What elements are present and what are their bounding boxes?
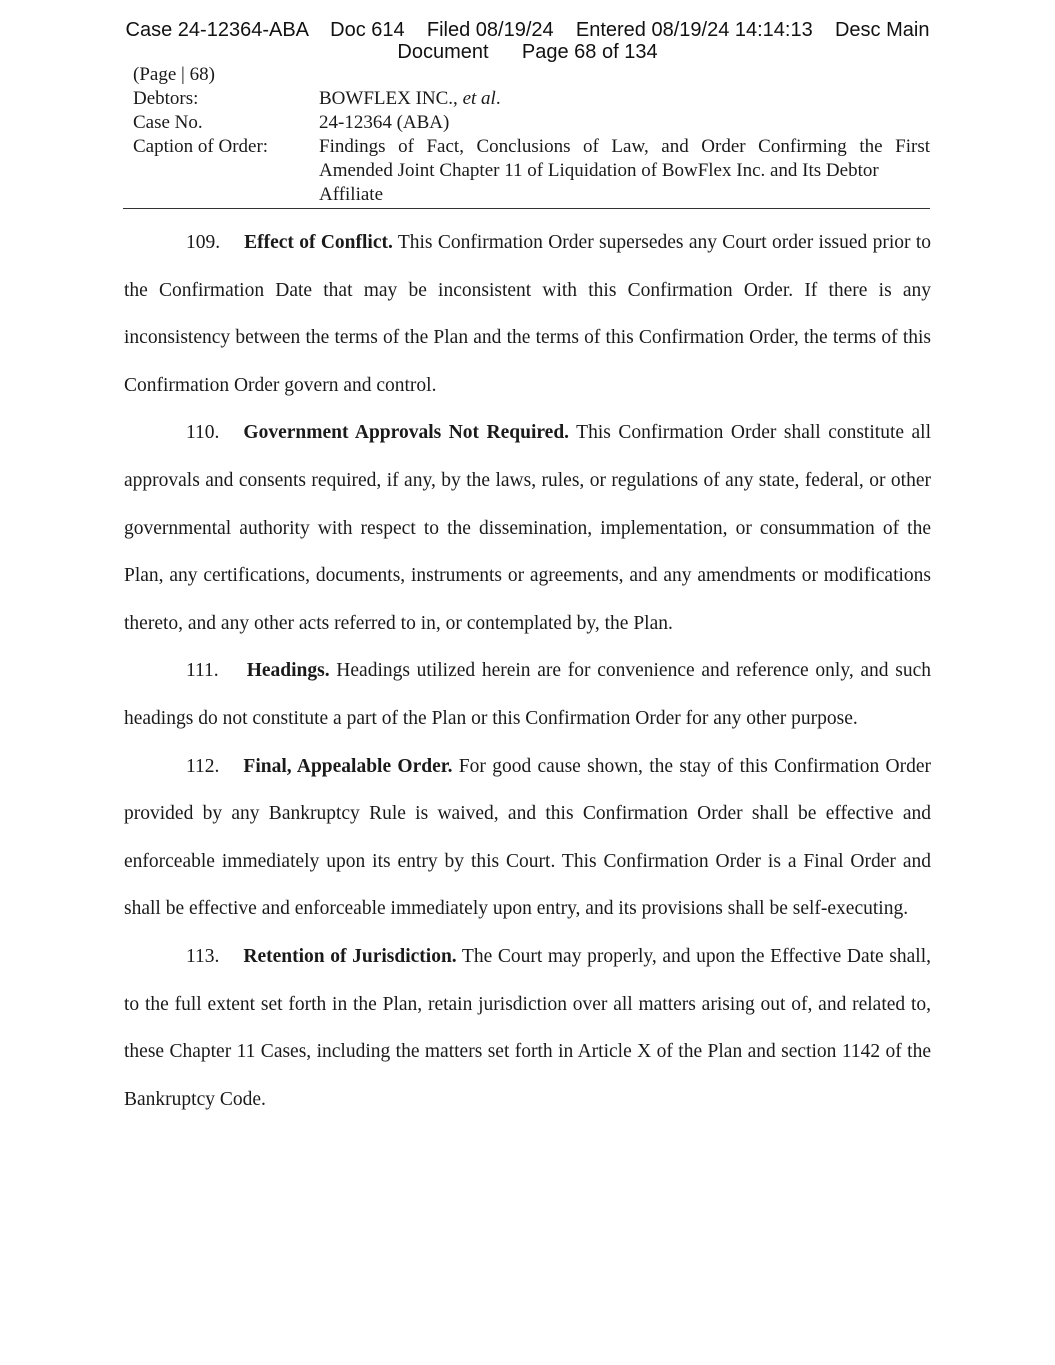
caption-order-row bbox=[123, 135, 930, 207]
stamp-filed: Filed 08/19/24 bbox=[426, 19, 554, 41]
caption-order-label: Caption of Order: bbox=[133, 136, 269, 157]
paragraph-heading: Retention of Jurisdiction. bbox=[243, 945, 457, 967]
caption-case-label: Case No. bbox=[133, 112, 203, 133]
paragraph-111 bbox=[124, 647, 931, 742]
caption-debtors-row bbox=[123, 87, 930, 111]
caption-debtors-value bbox=[319, 87, 930, 111]
paragraph-number: 109. bbox=[186, 232, 221, 253]
stamp-entered: Entered 08/19/24 14:14:13 bbox=[575, 19, 813, 41]
debtors-et-al: et al bbox=[462, 88, 496, 109]
stamp-desc: Desc Main bbox=[834, 19, 930, 41]
paragraph-109 bbox=[124, 219, 931, 409]
paragraph-number: 113. bbox=[186, 945, 220, 967]
caption-case-row bbox=[123, 111, 930, 135]
filing-stamp bbox=[0, 19, 1055, 63]
caption-case-value: 24-12364 (ABA) bbox=[319, 112, 450, 133]
paragraph-number: 111. bbox=[186, 660, 219, 682]
caption-order-line-3: Affiliate bbox=[319, 184, 384, 205]
stamp-page: Page 68 of 134 bbox=[521, 41, 658, 63]
paragraph-heading: Final, Appealable Order. bbox=[243, 755, 453, 777]
caption-debtors-label: Debtors: bbox=[133, 88, 199, 109]
paragraph-113 bbox=[124, 933, 931, 1123]
caption-order-line-1: Findings of Fact, Conclusions of Law, and Order Confirming the First bbox=[319, 136, 930, 157]
debtors-period: . bbox=[495, 88, 501, 109]
stamp-line-1 bbox=[0, 19, 1055, 41]
paragraph-text: The Court may properly, and upon the Effective Date shall, to the full extent set forth in the Plan, retain jurisdiction over all matters arising out of, and related to, these Chapter 11 Cases, including the matters set forth in Article X of the Plan and section 1142 of the Bankruptcy Code. bbox=[124, 945, 931, 1110]
stamp-document: Document bbox=[397, 41, 489, 63]
debtors-name: BOWFLEX INC., bbox=[319, 88, 463, 109]
stamp-line-2 bbox=[0, 41, 1055, 63]
paragraph-text: Headings utilized herein are for convenience and reference only, and such headings do not constitute a part of the Plan or this Confirmation Order for any other purpose. bbox=[124, 660, 931, 729]
caption-page-ref-row bbox=[123, 63, 930, 87]
paragraph-heading: Headings. bbox=[246, 660, 330, 682]
paragraph-heading: Government Approvals Not Required. bbox=[243, 422, 570, 444]
paragraph-text: For good cause shown, the stay of this Confirmation Order provided by any Bankruptcy Rule is waived, and this Confirmation Order shall be effective and enforceable immediately upon its entry by this Court. This Confirmation Order is a Final Order and shall be effective and enforceable immediately upon entry, and its provisions shall be self-executing. bbox=[124, 755, 931, 920]
caption-order-value bbox=[319, 135, 930, 207]
paragraph-heading: Effect of Conflict. bbox=[244, 232, 393, 253]
paragraph-text: This Confirmation Order shall constitute all approvals and consents required, if any, by the laws, rules, or regulations of any state, federal, or other governmental authority with respect to the dissemination, implementation, or consummation of the Plan, any certifications, documents, instruments or agreements, and any amendments or modifications thereto, and any other acts referred to in, or contemplated by, the Plan. bbox=[124, 422, 931, 634]
stamp-doc: Doc 614 bbox=[330, 19, 405, 41]
order-body bbox=[124, 219, 931, 1123]
paragraph-112 bbox=[124, 743, 931, 933]
paragraph-number: 110. bbox=[186, 422, 220, 444]
paragraph-number: 112. bbox=[186, 755, 220, 777]
case-caption bbox=[123, 63, 930, 209]
paragraph-110 bbox=[124, 409, 931, 647]
caption-order-line-2: Amended Joint Chapter 11 of Liquidation of BowFlex Inc. and Its Debtor bbox=[319, 160, 879, 181]
caption-page-ref: (Page | 68) bbox=[133, 64, 215, 85]
stamp-case: Case 24-12364-ABA bbox=[125, 19, 308, 41]
paragraph-text: This Confirmation Order supersedes any Court order issued prior to the Confirmation Date that may be inconsistent with this Confirmation Order. If there is any inconsistency between the terms of the Plan and the terms of this Confirmation Order, the terms of this Confirmation Order govern and control. bbox=[124, 232, 931, 396]
